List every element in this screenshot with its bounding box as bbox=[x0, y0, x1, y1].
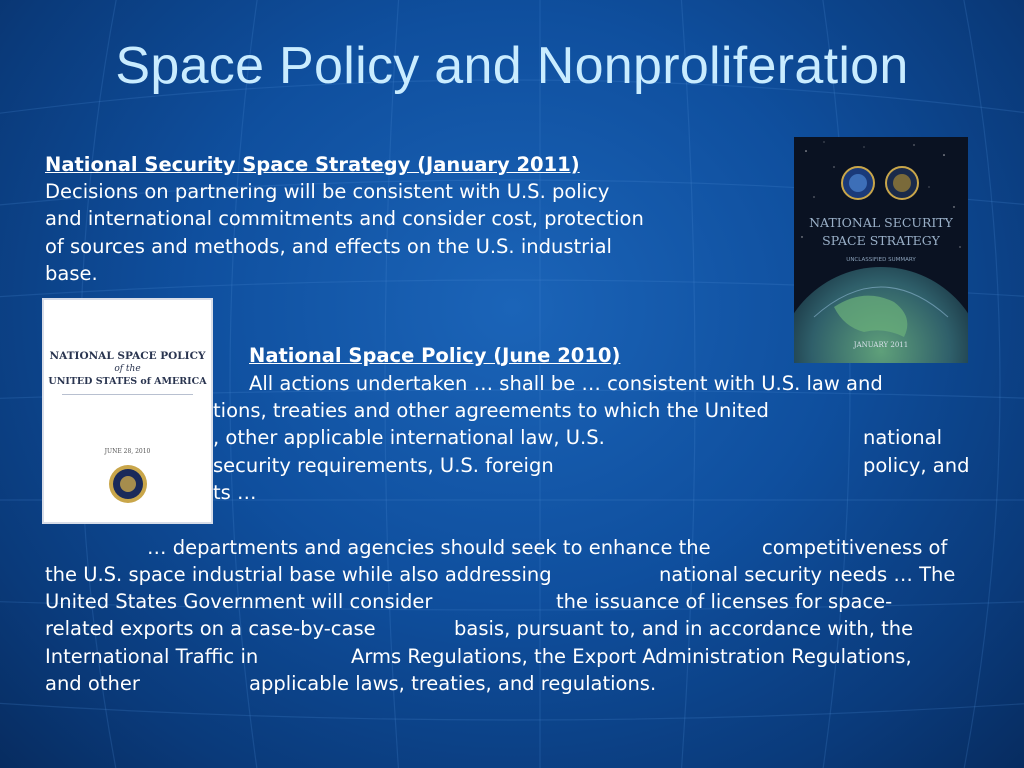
para3-line-2a: the U.S. space industrial base while also addressing bbox=[45, 563, 552, 586]
nsp-line-2: tions, treaties and other agreements to which the United bbox=[213, 399, 769, 422]
nsp-line-3b: national bbox=[863, 426, 943, 449]
para3-line-1b: competitiveness of bbox=[762, 536, 948, 559]
nsp-cover-divider bbox=[62, 394, 193, 395]
nsss-line-4: base. bbox=[45, 262, 98, 285]
nsp-line-1: All actions undertaken … shall be … consistent with U.S. law and bbox=[249, 372, 883, 395]
nsp-heading: National Space Policy (June 2010) bbox=[249, 344, 621, 367]
nsss-cover-subtitle: UNCLASSIFIED SUMMARY bbox=[846, 257, 916, 263]
nsp-line-4b: policy, and bbox=[863, 454, 970, 477]
nsp-cover-date: JUNE 28, 2010 bbox=[104, 448, 151, 455]
nsp-line-4a: security requirements, U.S. foreign bbox=[213, 454, 554, 477]
nsp-cover-line3: UNITED STATES of AMERICA bbox=[48, 376, 207, 387]
para3-line-3a: United States Government will consider bbox=[45, 590, 433, 613]
nsss-cover-image bbox=[794, 137, 968, 363]
para3-line-2b: national security needs … The bbox=[659, 563, 956, 586]
nsss-line-1: Decisions on partnering will be consistent with U.S. policy bbox=[45, 180, 610, 203]
nsss-line-2: and international commitments and consider cost, protection bbox=[45, 207, 644, 230]
para3-line-6b: applicable laws, treaties, and regulations. bbox=[249, 672, 657, 695]
nsp-cover-line1: NATIONAL SPACE POLICY bbox=[49, 350, 206, 362]
para3-line-1a: … departments and agencies should seek to enhance the bbox=[147, 536, 711, 559]
presidential-seal-icon bbox=[108, 464, 148, 504]
nsp-cover-image bbox=[42, 298, 213, 524]
para3-line-4b: basis, pursuant to, and in accordance with, the bbox=[454, 617, 914, 640]
nsss-cover-date: JANUARY 2011 bbox=[853, 341, 909, 349]
nsss-heading: National Security Space Strategy (January 2011) bbox=[45, 153, 580, 176]
para3-line-3b: the issuance of licenses for space- bbox=[556, 590, 893, 613]
para3-line-5a: International Traffic in bbox=[45, 645, 259, 668]
nsp-cover-line2: of the bbox=[114, 364, 141, 374]
nsss-cover-art bbox=[794, 137, 968, 363]
nsp-line-5: ts … bbox=[213, 481, 257, 504]
para3-line-5b: Arms Regulations, the Export Administration Regulations, bbox=[351, 645, 912, 668]
nsp-line-3a: , other applicable international law, U.S. bbox=[213, 426, 605, 449]
slide-title: Space Policy and Nonproliferation bbox=[115, 37, 909, 95]
nsss-line-3: of sources and methods, and effects on the U.S. industrial bbox=[45, 235, 612, 258]
para3-line-6a: and other bbox=[45, 672, 140, 695]
nsss-cover-title-1: NATIONAL SECURITY bbox=[809, 215, 953, 230]
nsss-cover-title-2: SPACE STRATEGY bbox=[822, 233, 940, 248]
para3-line-4a: related exports on a case-by-case bbox=[45, 617, 376, 640]
